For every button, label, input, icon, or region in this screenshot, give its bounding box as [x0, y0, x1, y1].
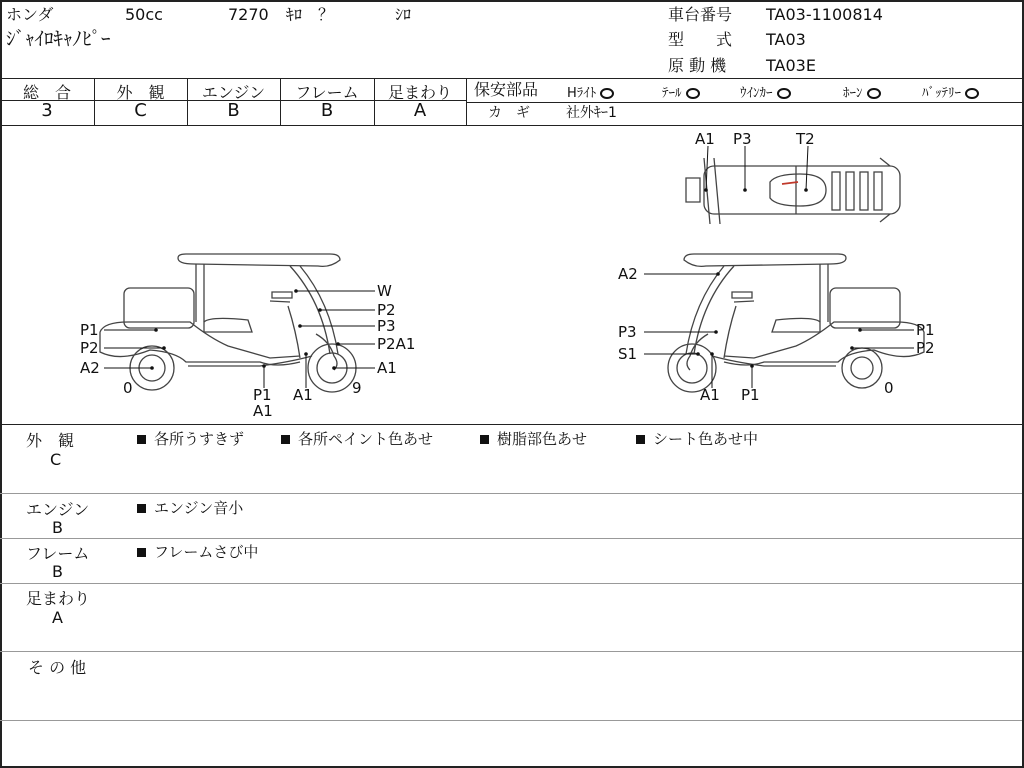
type-value: TA03	[766, 30, 806, 49]
ok-circle-icon	[600, 88, 614, 99]
callout-dots	[150, 188, 862, 370]
ok-circle-icon	[686, 88, 700, 99]
damage-label: P3	[377, 317, 396, 335]
safety-item-headlight	[567, 82, 614, 101]
damage-label: A1	[293, 386, 313, 404]
grade-value-engine: B	[227, 100, 240, 121]
damage-label: T2	[796, 130, 815, 148]
color: ｼﾛ	[395, 5, 412, 24]
remark-item: フレームさび中	[154, 543, 259, 561]
damage-label: A1	[700, 386, 720, 404]
damage-label: P2	[377, 301, 396, 319]
remark-item: シート色あせ中	[653, 430, 759, 448]
divider	[0, 78, 1024, 79]
remark-grade-frame: B	[52, 562, 63, 581]
remark-item: エンジン音小	[154, 499, 244, 517]
maker: ホンダ	[6, 5, 54, 24]
grade-header-overall: 総 合	[22, 83, 71, 102]
remark-label-exterior: 外 観	[26, 431, 75, 450]
divider	[0, 493, 1022, 494]
safety-item-name: Hﾗｲﾄ	[567, 86, 597, 101]
mileage-unit: ｷﾛ	[286, 5, 303, 24]
grade-header-frame: フレーム	[295, 83, 359, 102]
damage-label: S1	[618, 345, 638, 363]
remark-items-exterior	[281, 428, 433, 449]
bullet-icon	[137, 504, 146, 513]
bullet-icon	[281, 435, 290, 444]
damage-label: P2A1	[377, 335, 416, 353]
grade-header-exterior: 外 観	[116, 83, 165, 102]
damage-label: 0	[123, 379, 133, 397]
damage-label: P1	[253, 386, 272, 404]
remark-label-other: そ の 他	[28, 658, 87, 677]
damage-label: A1	[377, 359, 397, 377]
key-label: カ ギ	[488, 105, 530, 121]
frame-no-label: 車台番号	[668, 5, 733, 24]
remark-item: 樹脂部色あせ	[497, 430, 588, 448]
damage-label: 0	[884, 379, 894, 397]
safety-item-name: ﾊﾞｯﾃﾘｰ	[922, 86, 961, 101]
divider	[0, 720, 1022, 721]
damage-label: W	[377, 282, 392, 300]
ok-circle-icon	[965, 88, 979, 99]
damage-diagram	[0, 126, 1024, 424]
safety-item-battery	[922, 82, 979, 101]
safety-item-name: ﾃｰﾙ	[662, 86, 682, 101]
grade-value-overall: 3	[41, 100, 53, 121]
safety-item-tail	[662, 82, 700, 101]
safety-label: 保安部品	[474, 80, 539, 99]
engine-value: TA03E	[766, 56, 816, 75]
scooter-top-view	[686, 158, 900, 224]
type-label: 型 式	[668, 30, 733, 49]
grade-header-engine: エンジン	[201, 83, 266, 102]
grade-value-frame: B	[320, 100, 334, 121]
damage-label: P1	[741, 386, 760, 404]
damage-label: A1	[695, 130, 715, 148]
damage-label: A2	[618, 265, 638, 283]
remark-items-engine	[137, 497, 243, 518]
frame-no: TA03-1100814	[766, 5, 883, 24]
remark-items-exterior	[636, 428, 758, 449]
safety-item-winker	[740, 82, 791, 101]
bullet-icon	[137, 435, 146, 444]
divider	[0, 424, 1024, 425]
mileage: 7270	[228, 5, 269, 24]
divider	[0, 538, 1022, 539]
damage-label: 9	[352, 379, 362, 397]
ok-circle-icon	[867, 88, 881, 99]
divider	[0, 583, 1022, 584]
safety-item-name: ﾎｰﾝ	[843, 86, 863, 101]
remark-grade-engine: B	[52, 518, 63, 537]
key-value: 社外ｷｰ1	[566, 105, 617, 121]
safety-item-name: ｳｲﾝｶｰ	[740, 86, 773, 101]
remark-label-frame: フレーム	[26, 544, 90, 563]
model-name: ｼﾞｬｲﾛｷｬﾉﾋﾟｰ	[6, 28, 111, 50]
bullet-icon	[480, 435, 489, 444]
divider	[466, 102, 1022, 103]
damage-label: A1	[253, 402, 273, 420]
mileage-note: ？	[318, 5, 335, 24]
remark-label-engine: エンジン	[26, 500, 90, 519]
safety-item-horn	[843, 82, 881, 101]
damage-label: P1	[80, 321, 99, 339]
bullet-icon	[636, 435, 645, 444]
remark-label-suspension: 足まわり	[26, 589, 91, 608]
damage-label: P2	[80, 339, 99, 357]
displacement: 50cc	[125, 5, 163, 24]
remark-grade-suspension: A	[52, 608, 63, 627]
engine-label: 原 動 機	[668, 56, 727, 75]
scooter-right-view	[668, 254, 924, 392]
remark-item: 各所ペイント色あせ	[298, 430, 434, 448]
remark-items-frame	[137, 541, 258, 562]
grade-value-suspension: A	[413, 100, 427, 121]
remark-items-exterior	[480, 428, 587, 449]
damage-label: P1	[916, 321, 935, 339]
damage-label: P3	[733, 130, 752, 148]
damage-label: A2	[80, 359, 100, 377]
divider	[0, 651, 1022, 652]
remark-items-exterior	[137, 428, 244, 449]
damage-label: P2	[916, 339, 935, 357]
damage-label: P3	[618, 323, 637, 341]
remark-item: 各所うすきず	[154, 430, 245, 448]
bullet-icon	[137, 548, 146, 557]
ok-circle-icon	[777, 88, 791, 99]
grade-value-exterior: C	[134, 100, 147, 121]
scooter-left-view	[100, 254, 356, 392]
remark-grade-exterior: C	[50, 450, 62, 469]
grade-header-suspension: 足まわり	[387, 83, 452, 102]
